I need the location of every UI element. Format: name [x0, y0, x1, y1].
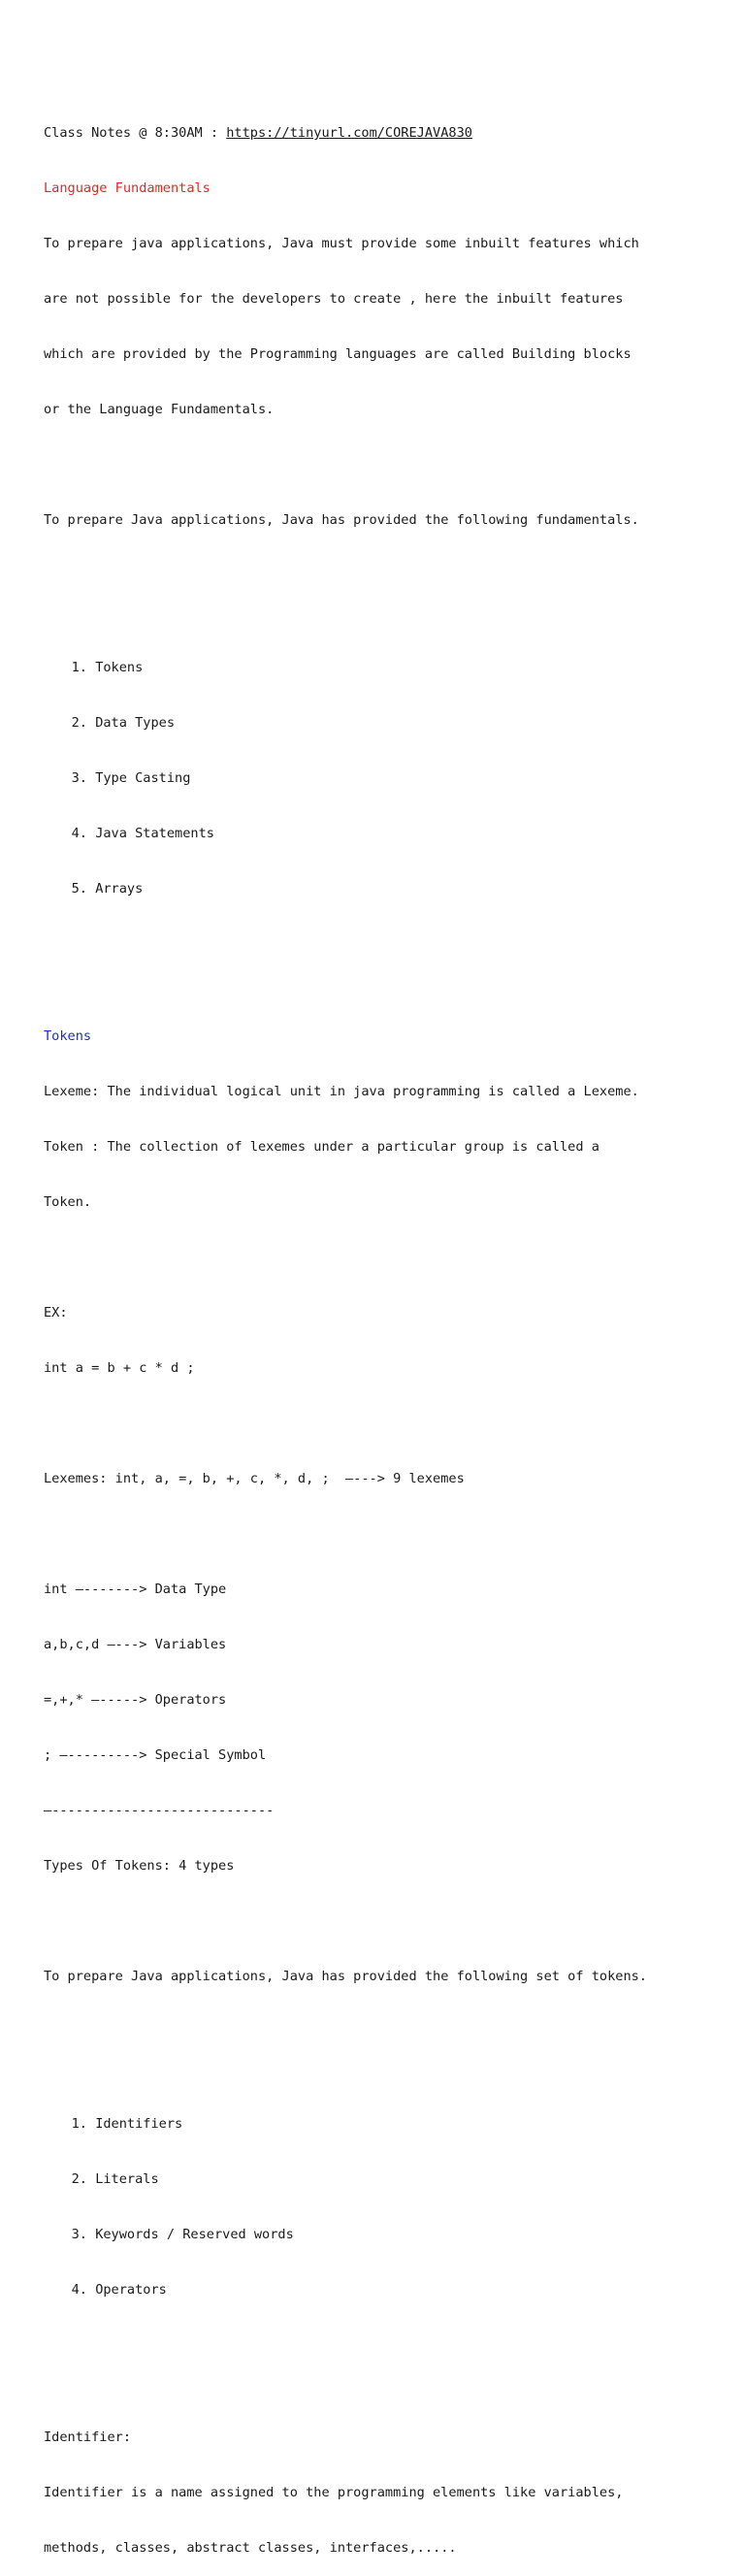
example-label: EX: [44, 1305, 68, 1321]
token-definition-cont: Token. [44, 1194, 92, 1210]
mapping-line: int —-------> Data Type [44, 1581, 227, 1597]
token-definition: Token : The collection of lexemes under a particular group is called a [44, 1139, 599, 1155]
paragraph-line: are not possible for the developers to create , here the inbuilt features [44, 291, 624, 307]
class-notes-link[interactable]: https://tinyurl.com/COREJAVA830 [226, 125, 472, 141]
fundamentals-list [44, 622, 723, 935]
section-title-language-fundamentals: Language Fundamentals [44, 180, 211, 196]
fundamentals-intro: To prepare Java applications, Java has provided the following fundamentals. [44, 512, 639, 528]
tokens-intro: To prepare Java applications, Java has provided the following set of tokens. [44, 1969, 647, 1984]
paragraph-line: To prepare java applications, Java must provide some inbuilt features which [44, 236, 639, 251]
identifier-definition-cont: methods, classes, abstract classes, interfaces,..... [44, 2540, 457, 2556]
paragraph-line: which are provided by the Programming languages are called Building blocks [44, 346, 632, 362]
mapping-line: =,+,* —-----> Operators [44, 1692, 227, 1708]
mapping-line: a,b,c,d —---> Variables [44, 1637, 227, 1652]
list-item: 4. Java Statements [71, 826, 214, 841]
lexemes-line: Lexemes: int, a, =, b, +, c, *, d, ; —---> 9 lexemes [44, 1471, 465, 1486]
example-code: int a = b + c * d ; [44, 1360, 195, 1376]
lexeme-definition: Lexeme: The individual logical unit in java programming is called a Lexeme. [44, 1084, 639, 1099]
paragraph-line: or the Language Fundamentals. [44, 402, 275, 417]
list-item: 1. Identifiers [71, 2116, 183, 2132]
list-item: 5. Arrays [71, 881, 144, 897]
divider-line: —---------------------------- [44, 1803, 275, 1818]
list-item: 2. Literals [71, 2171, 159, 2187]
mapping-line: ; —---------> Special Symbol [44, 1747, 267, 1763]
identifier-definition: Identifier is a name assigned to the programming elements like variables, [44, 2485, 624, 2500]
class-notes-line [44, 124, 723, 143]
list-item: 2. Data Types [71, 715, 176, 731]
identifier-title: Identifier: [44, 2429, 132, 2445]
types-of-tokens: Types Of Tokens: 4 types [44, 1858, 235, 1874]
list-item: 1. Tokens [71, 660, 144, 675]
document-page [44, 87, 723, 2576]
section-title-tokens: Tokens [44, 1028, 92, 1044]
list-item: 4. Operators [71, 2282, 167, 2298]
tokens-list [44, 2078, 723, 2336]
list-item: 3. Type Casting [71, 770, 191, 786]
class-notes-prefix: Class Notes @ 8:30AM : [44, 125, 227, 141]
list-item: 3. Keywords / Reserved words [71, 2227, 294, 2242]
